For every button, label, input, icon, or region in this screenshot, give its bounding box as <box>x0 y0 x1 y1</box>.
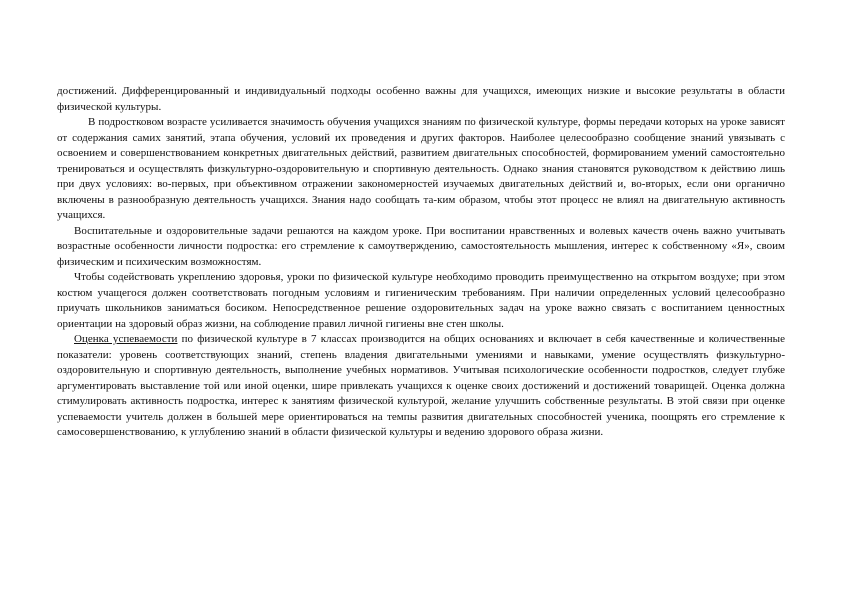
document-page <box>57 84 785 564</box>
paragraph-continuation: достижений. Дифференцированный и индивидуальный подходы особенно важны для учащихся, имеющих низкие и высокие результаты в области физической культуры. <box>57 85 785 113</box>
paragraph-knowledge: В подростковом возрасте усиливается значимость обучения учащихся знаниям по физической культуре, формы передачи которых на уроке зависят от содержания самих занятий, этапа обучения, условий их проведения и других факторов. Наиболее целесообразно сообщение знаний увязывать с освоением и совершенствованием конкретных двигательных действий, развитием двигательных способностей, формированием умений самостоятельно тренироваться и осуществлять физкультурно-оздоровительную и спортивную деятельность. Однако знания становятся руководством к действию лишь при двух условиях: во-первых, при объективном отражении закономерностей изучаемых двигательных действий и, во-вторых, если они органично включены в разнообразную деятельность учащихся. Знания надо сообщать та-ким образом, чтобы этот процесс не влиял на двигательную активность учащихся. <box>57 116 785 221</box>
paragraph-health: Чтобы содействовать укреплению здоровья, уроки по физической культуре необходимо проводить преимущественно на открытом воздухе; при этом костюм учащегося должен соответствовать погодным условиям и гигиеническим требованиям. При наличии определенных условий целесообразно приучать школьников заниматься босиком. Непосредственное решение оздоровительных задач на уроке важно связать с воспитанием ценностных ориентации на здоровый образ жизни, на соблюдение правил личной гигиены вне стен школы. <box>57 271 785 330</box>
paragraph-assessment <box>57 332 785 441</box>
assessment-heading: Оценка успеваемости <box>74 333 178 345</box>
paragraph-education-tasks: Воспитательные и оздоровительные задачи решаются на каждом уроке. При воспитании нравственных и волевых качеств очень важно учитывать возрастные особенности личности подростка: его стремление к самоутверждению, самостоятельность мышления, интерес к собственному «Я», своим физическим и психическим возможностям. <box>57 224 785 268</box>
assessment-text: по физической культуре в 7 классах производится на общих основаниях и включает в себя качественные и количественные показатели: уровень соответствующих знаний, степень владения двигательными умениями и навыками, умение осуществлять физкультурно-оздоровительную и спортивную деятельность, выполнение учебных нормативов. Учитывая психологические особенности подростков, следует глубже аргументировать выставление той или иной оценки, шире привлекать учащихся к оценке своих достижений и достижений товарищей. Оценка должна стимулировать активность подростка, интерес к занятиям физической культурой, желание улучшить собственные результаты. В этой связи при оценке успеваемости учитель должен в большей мере ориентироваться на темпы развития двигательных способностей ученика, поощрять его стремление к самосовершенствованию, к углублению знаний в области физической культуры и ведению здорового образа жизни. <box>57 333 785 438</box>
